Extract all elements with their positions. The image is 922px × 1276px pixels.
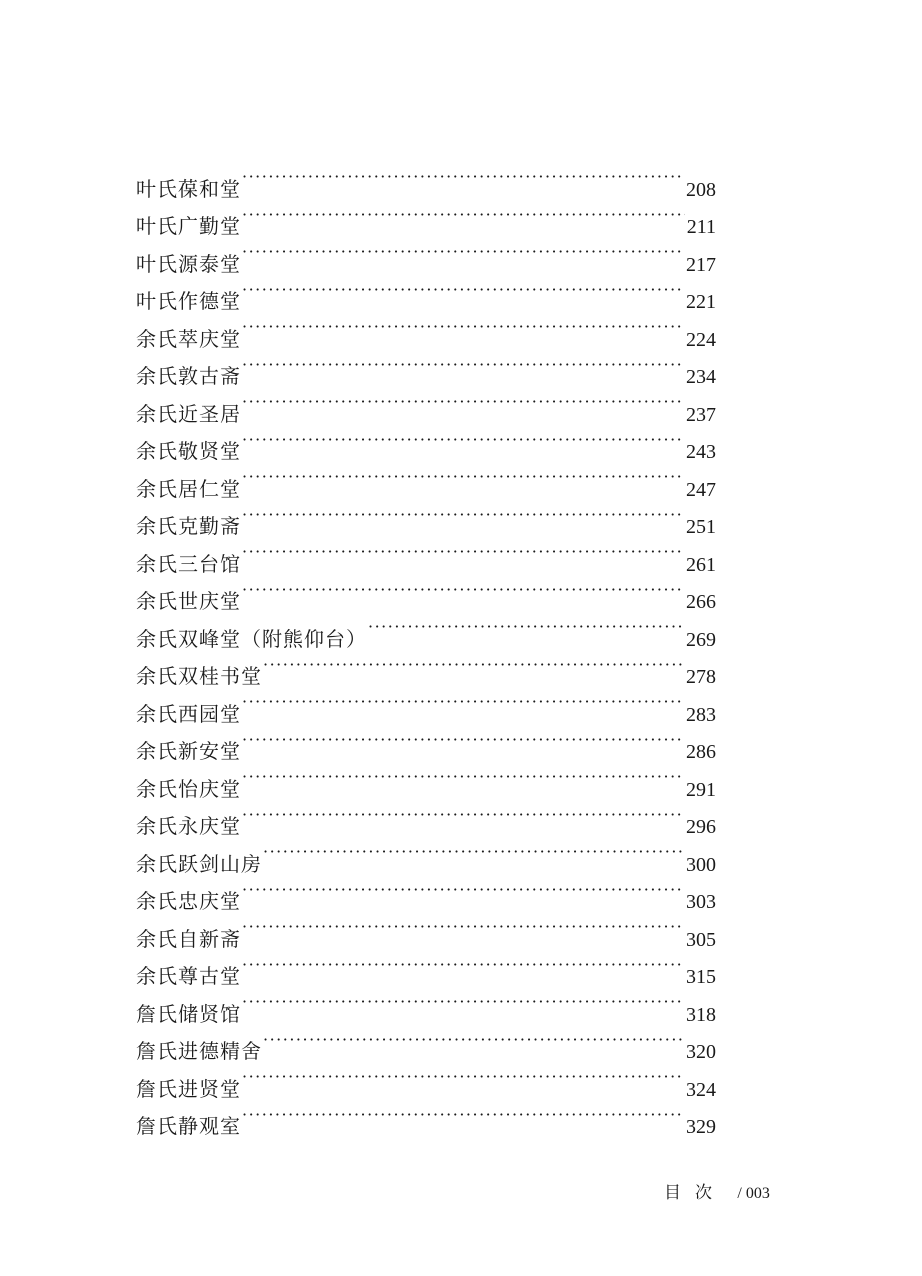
toc-entry-page-number: 278 [686,666,716,688]
toc-entry-title: 詹氏进德精舍 [136,1039,262,1063]
toc-entry-page-number: 324 [686,1078,716,1101]
toc-entry-title: 余氏忠庆堂 [136,889,241,913]
toc-entry-page-number: 211 [686,216,716,238]
page-footer [664,1178,770,1203]
toc-dot-leader [242,571,684,609]
toc-dot-leader [263,1021,684,1059]
toc-entry-title: 余氏新安堂 [136,739,241,763]
toc-entry-title: 余氏双峰堂（附熊仰台） [136,626,367,651]
toc-entry-page-number: 291 [686,778,716,801]
toc-entry-page-number: 329 [686,1116,716,1138]
toc-entry-page-number: 217 [686,253,716,276]
toc-dot-leader [242,983,684,1021]
toc-entry-page-number: 269 [686,628,716,651]
toc-entry-page-number: 303 [686,891,716,913]
toc-dot-leader [242,271,684,309]
toc-entry-page-number: 221 [686,291,716,313]
footer-section-title: 目次 [664,1183,726,1203]
toc-dot-leader [242,421,684,459]
toc-entry-page-number: 208 [686,178,716,201]
footer-page-number: / 003 [737,1185,770,1202]
toc-entry-title: 余氏三台馆 [136,551,241,576]
toc-entry-page-number: 320 [686,1041,716,1063]
toc-entry-title: 叶氏源泰堂 [136,251,241,276]
toc-entry-title: 余氏近圣居 [136,401,241,426]
toc-entry-page-number: 251 [686,516,716,538]
toc-dot-leader [242,758,684,796]
toc-dot-leader [242,1058,684,1096]
toc-dot-leader [242,721,684,759]
toc-dot-leader [242,796,684,834]
toc-dot-leader [242,871,684,909]
toc-entry-title: 余氏克勤斋 [136,514,241,538]
toc-entry-title: 叶氏广勤堂 [136,214,241,238]
toc-dot-leader [242,308,684,346]
toc-dot-leader [242,196,685,234]
toc-entry-page-number: 237 [686,403,716,426]
toc-entry-page-number: 283 [686,703,716,726]
toc-dot-leader [263,833,684,871]
toc-dot-leader [242,683,684,721]
toc-entry-page-number: 243 [686,441,716,463]
toc-entry-page-number: 286 [686,741,716,763]
toc-dot-leader [242,1096,684,1134]
toc-entry-title: 余氏居仁堂 [136,476,241,501]
toc-entry-title: 叶氏葆和堂 [136,176,241,201]
toc-dot-leader [242,233,684,271]
toc-entry-title: 余氏敬贤堂 [136,439,241,463]
toc-entry-page-number: 305 [686,928,716,951]
toc-entry-page-number: 300 [686,853,716,876]
toc-dot-leader [263,646,684,684]
toc-dot-leader [242,908,684,946]
toc-entry-page-number: 234 [686,366,716,388]
toc-dot-leader [242,533,684,571]
toc-entry-page-number: 266 [686,591,716,613]
toc-entry-page-number: 224 [686,328,716,351]
toc-entry-page-number: 296 [686,816,716,838]
toc-dot-leader [242,496,684,534]
toc-entry-page-number: 318 [686,1003,716,1026]
toc-entry-title: 余氏永庆堂 [136,814,241,838]
toc-entry-title: 詹氏静观室 [136,1114,241,1138]
toc-dot-leader [242,458,684,496]
toc-entry-title: 余氏西园堂 [136,701,241,726]
toc-entry-page-number: 315 [686,966,716,988]
toc-entry[interactable] [136,158,716,201]
toc-entry-title: 余氏自新斋 [136,926,241,951]
toc-entry-title: 叶氏作德堂 [136,289,241,313]
table-of-contents [136,158,716,1138]
toc-entry-title: 詹氏进贤堂 [136,1076,241,1101]
toc-entry-title: 余氏世庆堂 [136,589,241,613]
toc-dot-leader [242,946,684,984]
toc-entry-page-number: 261 [686,553,716,576]
toc-entry-title: 余氏敦古斋 [136,364,241,388]
toc-dot-leader [242,158,684,196]
toc-entry-title: 余氏尊古堂 [136,964,241,988]
toc-dot-leader [242,383,684,421]
toc-entry-title: 詹氏储贤馆 [136,1001,241,1026]
toc-entry-page-number: 247 [686,478,716,501]
toc-dot-leader [242,346,684,384]
toc-entry-title: 余氏跃剑山房 [136,851,262,876]
toc-dot-leader [368,608,684,646]
toc-entry-title: 余氏双桂书堂 [136,664,262,688]
toc-entry-title: 余氏萃庆堂 [136,326,241,351]
toc-entry-title: 余氏怡庆堂 [136,776,241,801]
